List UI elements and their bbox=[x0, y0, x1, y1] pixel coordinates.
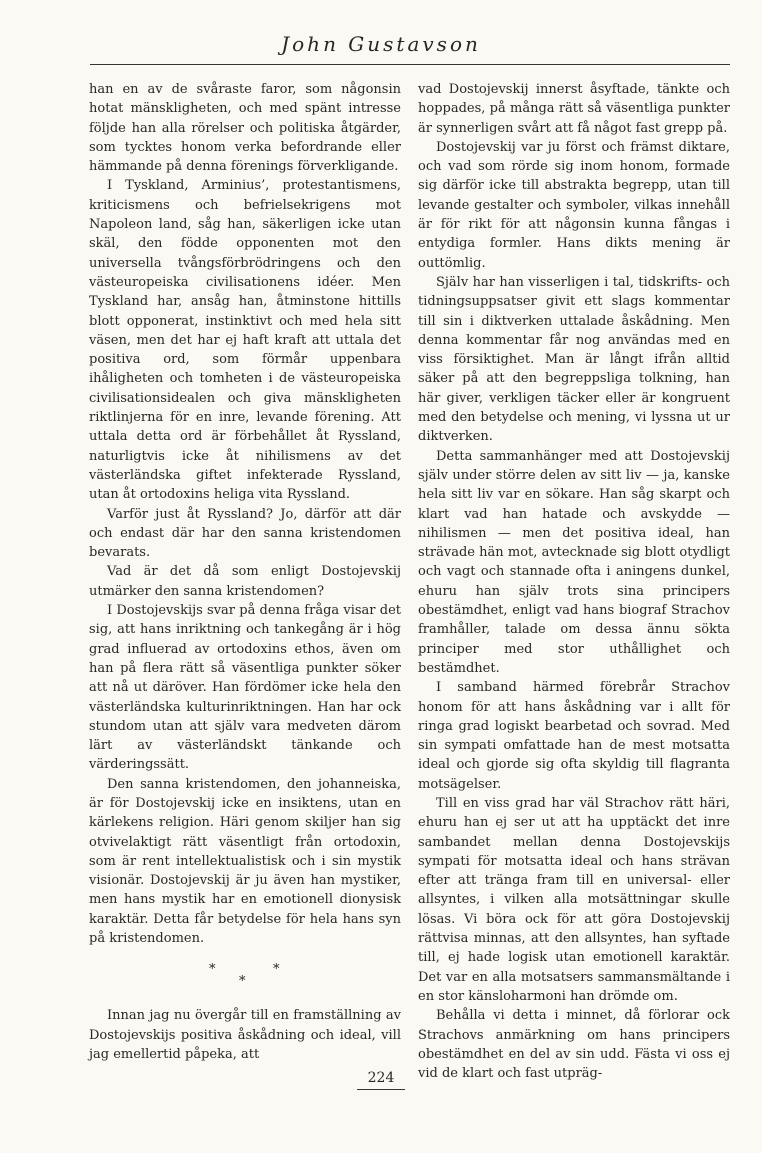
star-mark: * bbox=[273, 962, 280, 978]
page-number: 224 bbox=[367, 1070, 395, 1086]
paragraph: I samband härmed förebrår Strachov honom för att hans åskådning var i allt för ringa grad logiskt bearbetad och sovrad. Med sin sympati omfattade han de mest motsatta ideal och gjorde sig ofta skyldig till flagranta motsägelser. bbox=[418, 680, 730, 792]
paragraph: vad Dostojevskij innerst åsyftade, tänkte och hoppades, på många rätt så väsentliga punkter är synnerligen svårt att få något fast grepp på. bbox=[418, 82, 730, 136]
header-rule bbox=[90, 64, 730, 65]
right-column bbox=[418, 80, 730, 1083]
paragraph: I Dostojevskijs svar på denna fråga visar det sig, att hans inriktning och tankegång är i hög grad influerad av ortodoxins ethos, även om han på flera rätt så väsentliga punkter söker att nå ut däröver. Han fördömer icke hela den västerländska kulturinriktningen. Han har ock stundom utan att själv vara medveten därom lärt av västerländskt tänkande och värderingssätt. bbox=[89, 603, 401, 773]
paragraph: Detta sammanhänger med att Dostojevskij själv under större delen av sitt liv — ja, kanske hela sitt liv var en sökare. Han såg skarpt och klart vad han hatade och avskydde — nihilismen — men det positiva ideal, han strävade hän mot, avtecknade sig blott otydligt och vagt och stannade ofta i aningens dunkel, ehuru han själv trots sina principers obestämdhet, enligt vad hans biograf Strachov framhåller, talade om dessa ännu sökta principer med stor uthållighet och bestämdhet. bbox=[418, 448, 730, 676]
paragraph: Till en viss grad har väl Strachov rätt häri, ehuru han ej ser ut att ha upptäckt det inre sambandet mellan denna Dostojevskijs sympati för motsatta ideal och hans strävan efter att tränga fram till en universal- eller allsyntes, i vilken alla motsättningar skulle lösas. Vi böra ock för att göra Dostojevskij rättvisa minnas, att den allsyntes, han syftade till, ej hade logisk utan emotionell karaktär. Det var en alla motsatsers sammansmältande i en stor känsloharmoni han drömde om. bbox=[418, 795, 730, 1004]
paragraph: Behålla vi detta i minnet, då förlorar ock Strachovs anmärkning om hans principers obestämdhet en del av sin udd. Fästa vi oss ej vid de klart och fast utpräg- bbox=[418, 1008, 730, 1082]
paragraph: Dostojevskij var ju först och främst diktare, och vad som rörde sig inom honom, formade sig därför icke till abstrakta begrepp, utan till levande gestalter och symboler, vilkas innehåll är för rikt för att någonsin kunna fångas i entydiga formler. Hans dikts mening är outtömlig. bbox=[418, 139, 730, 271]
paragraph: Själv har han visserligen i tal, tidskrifts- och tidningsuppsatser givit ett slags kommentar till sin i diktverken uttalade åskådning. Men denna kommentar får nog användas med en viss försiktighet. Man är långt ifrån alltid säker på att den begreppsliga tolkning, han här giver, verkligen täcker eller är kongruent med den betydelse och mening, vi lyssna ut ur diktverken. bbox=[418, 274, 730, 445]
paragraph: Varför just åt Ryssland? Jo, därför att där och endast där har den sanna kristendomen bevarats. bbox=[89, 506, 401, 561]
paragraph: Den sanna kristendomen, den johanneiska, är för Dostojevskij icke en insiktens, utan en kärlekens religion. Häri genom skiljer han sig otvivelaktigt rätt väsentligt från ortodoxin, som är rent intellektualistisk och i sin mystik visionär. Dostojevskij är ju även han mystiker, men hans mystik har en emotionell dionysisk karaktär. Detta får betydelse för hela hans syn på kristendomen. bbox=[89, 776, 401, 947]
running-header-title: John Gustavson bbox=[281, 32, 481, 56]
paragraph: Vad är det då som enligt Dostojevskij utmärker den sanna kristendomen? bbox=[89, 564, 401, 599]
page-number-rule bbox=[357, 1089, 405, 1090]
paragraph: I Tyskland, Arminius’, protestantismens, kriticismens och befrielsekrigens mot Napoleon land, såg han, säkerligen icke utan skäl, den födde opponenten mot den universella tvångsförbrödringens och den västeuropeiska civilisationens idéer. Men Tyskland har, ansåg han, åtminstone hittills blott opponerat, instinktivt och med hela sitt väsen, men det har ej haft kraft att uttala det positiva ord, som förmår uppenbara ihåligheten och tomheten i de västeuropeiska civilisationsidealen och giva mänskligheten riktlinjerna för en inre, levande förening. Att uttala detta ord är förbehållet åt Ryssland, naturligtvis icke åt nihilismens av det västerländska giftet infekterade Ryssland, utan åt ortodoxins heliga vita Ryssland. bbox=[89, 178, 401, 503]
section-separator-stars bbox=[89, 956, 401, 1006]
star-mark: * bbox=[209, 962, 216, 978]
left-column bbox=[89, 80, 401, 1064]
paragraph: han en av de svåraste faror, som någonsin hotat mänskligheten, och med spänt intresse följde han alla rörelser och politiska åtgärder, som tycktes honom verka befordrande eller hämmande på denna förenings förverkligande. bbox=[89, 82, 401, 175]
star-mark: * bbox=[239, 974, 246, 990]
paragraph: Innan jag nu övergår till en framställning av Dostojevskijs positiva åskådning och ideal, vill jag emellertid påpeka, att bbox=[89, 1008, 401, 1062]
